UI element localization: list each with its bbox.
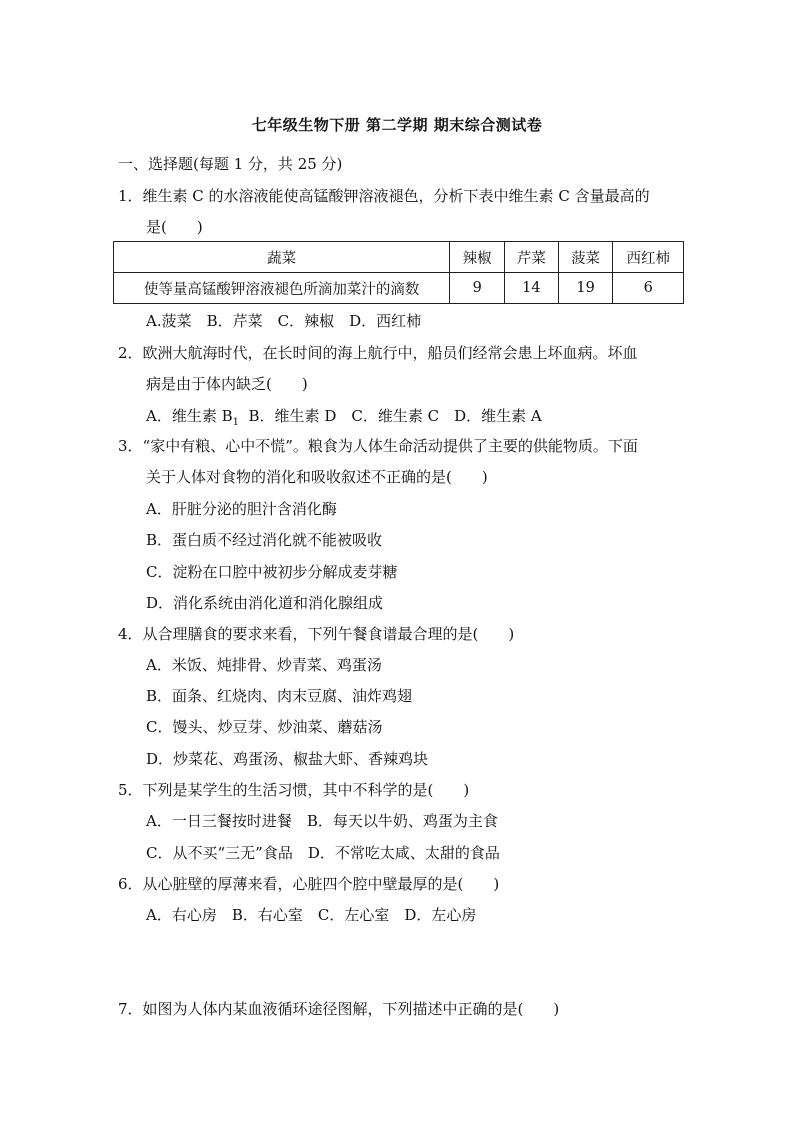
q3-option-a: A．肝脏分泌的胆汁含消化酶: [146, 500, 337, 518]
q2-stem-line1: 2．欧洲大航海时代，在长时间的海上航行中，船员们经常会患上坏血病。坏血: [118, 344, 638, 362]
q3-option-c: C．淀粉在口腔中被初步分解成麦芽糖: [146, 563, 398, 581]
q6-options: A．右心房 B．右心室 C．左心室 D．左心房: [146, 906, 477, 924]
q4-option-a: A．米饭、炖排骨、炒青菜、鸡蛋汤: [146, 656, 382, 674]
q1-options: A.菠菜 B．芹菜 C．辣椒 D．西红柿: [146, 312, 422, 330]
q4-stem: 4．从合理膳食的要求来看，下列午餐食谱最合理的是( ): [118, 625, 515, 643]
q3-stem-line2: 关于人体对食物的消化和吸收叙述不正确的是( ): [146, 468, 488, 486]
q5-options-line2: C．从不买“三无”食品 D．不常吃太咸、太甜的食品: [146, 844, 500, 862]
q5-stem: 5．下列是某学生的生活习惯，其中不科学的是( ): [118, 781, 470, 799]
q7-stem: 7．如图为人体内某血液循环途径图解，下列描述中正确的是( ): [118, 1000, 560, 1018]
vegetable-table: [113, 241, 684, 304]
q3-stem-line1: 3．“家中有粮、心中不慌”。粮食为人体生命活动提供了主要的供能物质。下面: [118, 437, 638, 455]
table-cell: 19: [558, 273, 613, 304]
table-row: [114, 273, 684, 304]
table-cell: 14: [505, 273, 559, 304]
q4-option-d: D．炒菜花、鸡蛋汤、椒盐大虾、香辣鸡块: [146, 750, 429, 768]
table-header-row: [114, 242, 684, 273]
q1-stem-line1: 1．维生素 C 的水溶液能使高锰酸钾溶液褪色，分析下表中维生素 C 含量最高的: [118, 187, 650, 205]
table-header-cell: 西红柿: [613, 242, 684, 273]
table-cell: 使等量高锰酸钾溶液褪色所滴加菜汁的滴数: [114, 273, 450, 304]
table-header-cell: 辣椒: [450, 242, 505, 273]
q4-option-c: C．馒头、炒豆芽、炒油菜、蘑菇汤: [146, 718, 383, 736]
table-cell: 9: [450, 273, 505, 304]
q5-options-line1: A．一日三餐按时进餐 B．每天以牛奶、鸡蛋为主食: [146, 812, 498, 830]
table-header-cell: 芹菜: [505, 242, 559, 273]
q2-options: [146, 406, 542, 433]
document-title: 七年级生物下册 第二学期 期末综合测试卷: [251, 116, 543, 134]
q2-options-rest: B．维生素 D C．维生素 C D．维生素 A: [239, 407, 542, 425]
q6-stem: 6．从心脏壁的厚薄来看，心脏四个腔中壁最厚的是( ): [118, 875, 500, 893]
table-cell: 6: [613, 273, 684, 304]
table-header-cell: 菠菜: [558, 242, 613, 273]
q2-stem-line2: 病是由于体内缺乏( ): [146, 375, 308, 393]
q2-option-a-subscript: 1: [232, 417, 239, 428]
q2-option-a: A．维生素 B: [146, 407, 233, 425]
table-header-cell: 蔬菜: [114, 242, 450, 273]
q3-option-d: D．消化系统由消化道和消化腺组成: [146, 594, 384, 612]
q4-option-b: B．面条、红烧肉、肉末豆腐、油炸鸡翅: [146, 687, 413, 705]
section-heading: 一、选择题(每题 1 分，共 25 分): [118, 155, 343, 173]
q3-option-b: B．蛋白质不经过消化就不能被吸收: [146, 531, 383, 549]
q1-stem-line2: 是( ): [146, 218, 203, 236]
